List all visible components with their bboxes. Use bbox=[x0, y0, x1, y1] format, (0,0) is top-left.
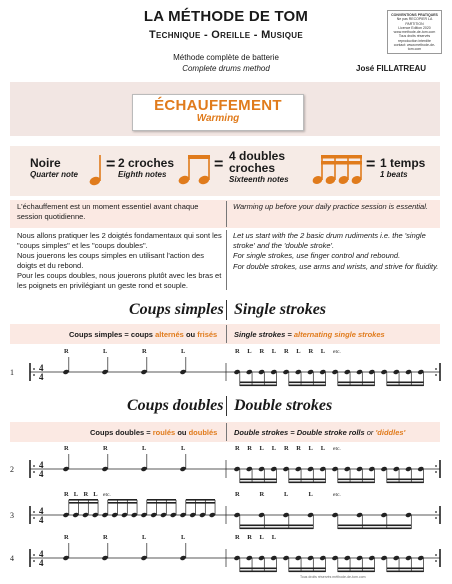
stamp-line: contact: www.methode-de-tom.com bbox=[393, 43, 436, 52]
rule-highlight: alternés bbox=[155, 330, 184, 339]
beam bbox=[338, 382, 375, 384]
rule-text: Single strokes = bbox=[234, 330, 294, 339]
double-title-fr: Coups doubles bbox=[127, 397, 224, 414]
sticking-label: R bbox=[64, 491, 69, 498]
sticking-label: R bbox=[103, 534, 108, 541]
time-sig-bottom: 4 bbox=[39, 469, 44, 479]
rule-text: Coups doubles = bbox=[90, 428, 153, 437]
beam bbox=[387, 571, 424, 573]
beam bbox=[240, 528, 313, 530]
sticking-label: L bbox=[308, 445, 313, 452]
beam bbox=[338, 479, 375, 481]
repeat-dot bbox=[435, 511, 437, 513]
beam bbox=[338, 528, 412, 530]
repeat-dot bbox=[435, 465, 437, 467]
beam bbox=[240, 482, 277, 484]
sticking-label: L bbox=[284, 491, 289, 498]
staff-number: 1 bbox=[10, 368, 14, 377]
intro-fr: L'échauffement est un moment essentiel avant chaque session quotidienne. bbox=[17, 202, 199, 221]
sticking-label: L bbox=[93, 491, 98, 498]
repeat-dot bbox=[435, 554, 437, 556]
body-paragraph: For single strokes, use finger control and rebound. bbox=[233, 251, 401, 260]
repeat-dot bbox=[435, 471, 437, 473]
sticking-etc: etc. bbox=[333, 492, 341, 498]
beam bbox=[289, 568, 326, 570]
sticking-label: L bbox=[271, 534, 277, 541]
beam bbox=[186, 499, 215, 501]
intro-en: Warming up before your daily practice session is essential. bbox=[233, 202, 428, 211]
sticking-label: R bbox=[247, 534, 252, 541]
note-sublabel: Quarter note bbox=[30, 170, 79, 179]
beam bbox=[240, 571, 277, 573]
beam bbox=[387, 568, 424, 570]
note-sublabel: Eighth notes bbox=[118, 170, 167, 179]
beam bbox=[108, 499, 137, 501]
rule-highlight: doublés bbox=[188, 428, 218, 437]
page-subtitle: Technique - Oreille - Musique bbox=[148, 29, 304, 41]
rule-text: Double strokes = Double stroke rolls bbox=[234, 428, 365, 437]
equals-sign: = bbox=[214, 156, 224, 173]
stamp-line: www.methode-de-tom.com bbox=[393, 30, 436, 35]
beam bbox=[289, 571, 326, 573]
time-sig-bottom: 4 bbox=[39, 515, 44, 525]
body-paragraph: Nous jouerons les coups simples en utilisant l'action des doigts et du rebond. bbox=[17, 251, 204, 270]
sticking-label: L bbox=[142, 534, 147, 541]
beam bbox=[338, 385, 375, 387]
sticking-label: R bbox=[235, 491, 240, 498]
sticking-label: L bbox=[296, 348, 301, 355]
beam bbox=[289, 479, 326, 481]
beam bbox=[69, 502, 98, 504]
beam bbox=[387, 385, 424, 387]
rule-highlight: 'diddles' bbox=[375, 428, 406, 437]
sticking-label: R bbox=[64, 348, 69, 355]
rule-highlight: frisés bbox=[197, 330, 218, 339]
sticking-label: L bbox=[181, 348, 186, 355]
sticking-etc: etc. bbox=[333, 349, 341, 355]
rule-highlight: roulés bbox=[152, 428, 176, 437]
description-fr: Méthode complète de batterie bbox=[173, 53, 279, 62]
repeat-dot bbox=[435, 368, 437, 370]
stamp-line: Licence Edition 2020 bbox=[398, 25, 431, 30]
body-paragraph: Let us start with the 2 basic drum rudiments i.e. the 'single stroke' and the 'double stroke'. bbox=[233, 231, 426, 250]
stamp-line: CONVENTIONS PRATIQUES bbox=[391, 13, 438, 17]
beam bbox=[289, 382, 326, 384]
sticking-label: L bbox=[271, 445, 277, 452]
beam bbox=[289, 482, 326, 484]
body-paragraph: Nous allons pratiquer les 2 doigtés fondamentaux qui sont les "coups simples" et les "coups doubles". bbox=[17, 231, 222, 250]
staff-number: 3 bbox=[10, 511, 14, 520]
sticking-etc: etc. bbox=[103, 492, 111, 498]
footer-note: Tous droits réservés méthode-de-tom.com bbox=[300, 575, 366, 579]
warmup-title: ÉCHAUFFEMENT bbox=[154, 97, 282, 114]
note-label: 2 croches bbox=[118, 156, 175, 170]
stamp-line: Ne pas RECOPIER LA PARTITION bbox=[396, 17, 433, 26]
author-name: José FILLATREAU bbox=[356, 64, 427, 73]
sticking-label: L bbox=[259, 534, 264, 541]
repeat-dot bbox=[33, 368, 35, 370]
beam bbox=[338, 568, 375, 570]
repeat-dot bbox=[33, 511, 35, 513]
repeat-dot bbox=[33, 471, 35, 473]
sticking-label: R bbox=[247, 445, 252, 452]
sticking-label: R bbox=[284, 348, 289, 355]
sticking-label: L bbox=[247, 348, 252, 355]
repeat-dot bbox=[33, 517, 35, 519]
beam bbox=[387, 382, 424, 384]
note-label: 1 temps bbox=[380, 156, 426, 170]
sticking-label: L bbox=[308, 491, 313, 498]
repeat-dot bbox=[435, 560, 437, 562]
sticking-etc: etc. bbox=[333, 446, 341, 452]
sticking-label: R bbox=[284, 445, 289, 452]
note-label: Noire bbox=[30, 156, 61, 170]
repeat-dot bbox=[435, 517, 437, 519]
sticking-label: L bbox=[181, 445, 186, 452]
repeat-dot bbox=[33, 560, 35, 562]
beam bbox=[240, 385, 277, 387]
sticking-label: L bbox=[271, 348, 277, 355]
note-label: 4 doubles bbox=[229, 149, 286, 163]
sticking-label: R bbox=[64, 445, 69, 452]
staff-number: 4 bbox=[10, 554, 14, 563]
sticking-label: R bbox=[103, 445, 108, 452]
time-sig-bottom: 4 bbox=[39, 558, 44, 568]
beam bbox=[69, 499, 98, 501]
single-title-fr: Coups simples bbox=[129, 301, 224, 318]
time-sig-top: 4 bbox=[39, 506, 44, 516]
sticking-label: L bbox=[259, 445, 264, 452]
single-title-en: Single strokes bbox=[234, 301, 327, 318]
rule-text: Coups simples = coups bbox=[69, 330, 156, 339]
rule-text: ou bbox=[183, 330, 198, 339]
repeat-dot bbox=[33, 554, 35, 556]
page-title: LA MÉTHODE DE TOM bbox=[143, 8, 309, 25]
body-paragraph: For double strokes, use arms and wrists, and strive for fluidity. bbox=[233, 261, 439, 271]
sticking-label: R bbox=[259, 491, 265, 498]
beam bbox=[240, 525, 313, 527]
beam bbox=[338, 571, 375, 573]
sticking-label: L bbox=[103, 348, 108, 355]
stamp-line: reproduction interdite bbox=[398, 38, 431, 43]
note-sublabel: 1 beats bbox=[380, 170, 408, 179]
double-title-en: Double strokes bbox=[234, 397, 333, 414]
beam bbox=[240, 568, 277, 570]
equals-sign: = bbox=[366, 156, 376, 173]
body-paragraph: Pour les coups doubles, nous jouerons plutôt avec les bras et les poignets en privilégiant un geste rond et souple. bbox=[17, 271, 222, 290]
note-label-2: croches bbox=[229, 161, 276, 175]
note-sublabel: Sixteenth notes bbox=[229, 175, 289, 184]
sticking-label: R bbox=[142, 348, 147, 355]
rule-text: ou bbox=[175, 428, 189, 437]
beam bbox=[240, 479, 277, 481]
sticking-label: R bbox=[235, 348, 240, 355]
beam bbox=[240, 382, 277, 384]
beam bbox=[108, 502, 137, 504]
beam bbox=[338, 525, 412, 527]
time-sig-top: 4 bbox=[39, 363, 44, 373]
sticking-label: R bbox=[235, 534, 240, 541]
stamp-line: Tous droits réservés bbox=[398, 34, 431, 39]
time-sig-top: 4 bbox=[39, 460, 44, 470]
repeat-dot bbox=[33, 374, 35, 376]
sticking-label: R bbox=[308, 348, 314, 355]
beam bbox=[289, 385, 326, 387]
beam bbox=[186, 502, 215, 504]
repeat-dot bbox=[435, 374, 437, 376]
rule-text: or bbox=[364, 428, 376, 437]
sticking-label: R bbox=[235, 445, 240, 452]
equals-sign: = bbox=[106, 156, 116, 173]
sticking-label: R bbox=[64, 534, 69, 541]
sticking-label: R bbox=[296, 445, 301, 452]
repeat-dot bbox=[33, 465, 35, 467]
beam bbox=[387, 479, 424, 481]
beam bbox=[387, 482, 424, 484]
warmup-subtitle: Warming bbox=[196, 113, 240, 124]
sticking-label: L bbox=[320, 348, 326, 355]
sticking-label: L bbox=[181, 534, 186, 541]
time-sig-top: 4 bbox=[39, 549, 44, 559]
time-sig-bottom: 4 bbox=[39, 372, 44, 382]
sticking-label: R bbox=[259, 348, 265, 355]
staff-number: 2 bbox=[10, 465, 14, 474]
sticking-label: L bbox=[320, 445, 326, 452]
beam bbox=[147, 499, 176, 501]
description-en: Complete drums method bbox=[182, 64, 270, 73]
sticking-label: R bbox=[83, 491, 89, 498]
sticking-label: L bbox=[73, 491, 79, 498]
sticking-label: L bbox=[142, 445, 147, 452]
beam bbox=[338, 482, 375, 484]
rule-highlight: alternating single strokes bbox=[293, 330, 385, 339]
beam bbox=[147, 502, 176, 504]
